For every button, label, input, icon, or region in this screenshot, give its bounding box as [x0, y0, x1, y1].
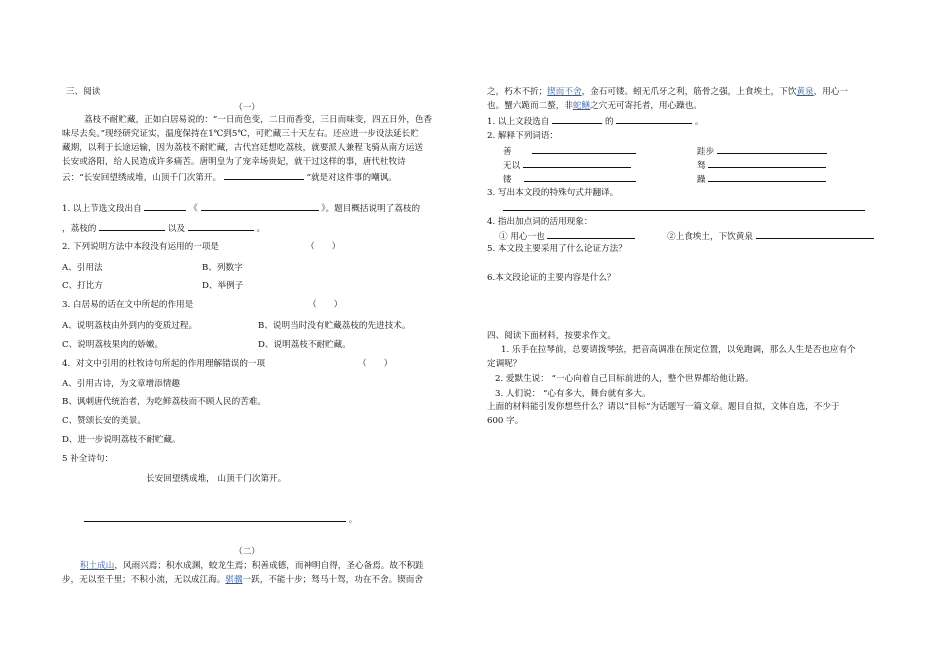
- q1-title-blank[interactable]: [201, 201, 319, 211]
- passage-1-line: 荔枝不耐贮藏，正如白居易说的：“一日而色变，二日而香变，三日而味变，四五日外，色香: [84, 115, 433, 125]
- r-question-1: [487, 114, 704, 128]
- q4-blank-2[interactable]: [756, 229, 874, 239]
- word-shan: [503, 144, 636, 158]
- q4-item-label: ②上食埃土，下饮黄泉: [667, 232, 753, 242]
- question-1: [62, 201, 420, 215]
- q4-item-1: [499, 229, 635, 243]
- q4-option-d: D、进一步说明荔枝不耐贮藏。: [62, 435, 181, 445]
- part-1-title: （一）: [234, 103, 260, 113]
- material-2: 2. 爱默生说： “一心向着自己目标前进的人，整个世界都给他让路。: [495, 374, 754, 384]
- essay-prompt: 上面的材料能引发你想些什么？请以“目标”为话题写一篇文章。题目自拟，文体自选，不少于: [487, 402, 840, 412]
- passage-1-line: [62, 170, 397, 184]
- poem-blank[interactable]: [224, 170, 304, 180]
- word-blank[interactable]: [532, 144, 636, 154]
- q1-text: 以及: [167, 224, 186, 234]
- passage-2-cont-line: [487, 86, 848, 98]
- q4-blank-1[interactable]: [547, 229, 635, 239]
- passage-2-text: ，金石可镂。蚓无爪牙之利，筋骨之强，上食埃土，下饮: [581, 87, 797, 97]
- passage-2-text: 步，无以至千里；不积小流，无以成江海。: [62, 575, 226, 585]
- q2-option-b: B、列数字: [202, 263, 243, 273]
- q4-option-a: A、引用古诗，为文章增添情趣: [62, 379, 180, 389]
- q1-text: 。: [256, 224, 266, 234]
- section-3-title: 三、阅读: [66, 87, 101, 97]
- passage-2-text: ，用心一: [813, 87, 849, 97]
- question-5: 5 补全诗句：: [62, 454, 114, 464]
- q3-answer-line: [503, 201, 865, 215]
- word-kuibu: [697, 144, 827, 158]
- r-q1-text: 。: [695, 117, 704, 127]
- r-q1-text: 1. 以上文段选自: [487, 117, 550, 127]
- word-zao: [697, 172, 826, 186]
- question-2: 2. 下列说明方法中本段没有运用的一项是: [62, 242, 220, 252]
- word-blank[interactable]: [523, 158, 631, 168]
- link-jitu-chengshan[interactable]: 积土成山: [80, 561, 115, 571]
- q1-text: 1. 以上节选文段出自: [62, 204, 142, 214]
- word-label: 躁: [697, 175, 706, 185]
- q4-option-b: B、讽刺唐代统治者，为吃鲜荔枝而不顾人民的苦难。: [62, 397, 266, 407]
- q4-item-2: [667, 229, 874, 243]
- question-4: 4．对文中引用的杜牧诗句所起的作用理解错误的一项: [62, 359, 266, 369]
- passage-2-text: 一跃，不能十步；驽马十驾，功在不舍。锲而舍: [242, 575, 423, 585]
- link-sheshan[interactable]: 蛇鳝: [572, 101, 591, 111]
- section-4-title: 四、阅读下面材料，按要求作文。: [487, 331, 616, 341]
- word-nu: [697, 158, 826, 172]
- passage-1-end: ”就是对这件事的嘲讽。: [306, 173, 397, 183]
- r-question-6: 6.本文段论证的主要内容是什么？: [487, 273, 616, 283]
- q1-text: 》。题目概括说明了荔枝的: [321, 204, 421, 214]
- word-blank[interactable]: [717, 144, 827, 154]
- passage-2-text: 之穴无可寄托者，用心躁也。: [590, 101, 702, 111]
- passage-2-text: 也。蟹六跪而二螯，非: [487, 101, 573, 111]
- q2-answer-paren[interactable]: （ ）: [306, 242, 341, 252]
- q1-text: ，荔枝的: [62, 224, 97, 234]
- link-qie-er-bu-she[interactable]: 锲而不舍: [547, 87, 582, 97]
- passage-2-line: [62, 574, 423, 586]
- passage-1-line: 藏期，以利于长途运输，因为荔枝不耐贮藏，古代宫廷想吃荔枝，就要派人兼程飞骑从南方运送: [62, 143, 423, 153]
- poem-quote: 云：“长安回望绣成堆，山顶千门次第开。: [62, 173, 222, 183]
- q2-option-c: C、打比方: [62, 281, 103, 291]
- word-label: 驽: [697, 161, 706, 171]
- r-question-2: 2. 解释下列词语：: [487, 131, 559, 141]
- material-1: 1. 乐手在拉琴前，总要请拨琴弦，把音高调准在预定位置，以免跑调，那么人生是否也应有个: [501, 345, 856, 355]
- q3-option-b: B、说明当时没有贮藏荔枝的先进技术。: [258, 321, 411, 331]
- q1-blank-2[interactable]: [99, 221, 165, 231]
- q4-option-c: C、赞颂长安的美景。: [62, 416, 146, 426]
- question-1-cont: [62, 221, 265, 235]
- q5-poem: 长安回望绣成堆， 山顶千门次第开。: [146, 474, 287, 484]
- q3-answer-paren[interactable]: （ ）: [308, 300, 343, 310]
- question-3: 3. 白居易的话在文中所起的作用是: [62, 300, 194, 310]
- q1-text: 《: [189, 204, 198, 214]
- passage-2-cont-line: [487, 100, 702, 112]
- part-2-title: （二）: [234, 547, 260, 557]
- r-q1-blank-1[interactable]: [552, 114, 602, 124]
- q2-option-d: D、举例子: [202, 281, 244, 291]
- q5-answer-line: [84, 512, 357, 526]
- word-blank[interactable]: [708, 158, 826, 168]
- material-1-cont: 定调呢？: [487, 359, 522, 369]
- word-wuyi: [503, 158, 631, 172]
- passage-2-line: [80, 560, 424, 572]
- q3-option-d: D、说明荔枝不耐贮藏。: [258, 340, 351, 350]
- word-label: 善: [503, 147, 512, 157]
- word-label: 跬步: [697, 147, 715, 157]
- q4-item-label: ① 用心一也: [499, 232, 545, 242]
- r-question-4: 4. 指出加点词的活用现象：: [487, 217, 593, 227]
- essay-prompt-cont: 600 字。: [487, 416, 524, 426]
- passage-2-text: 之，朽木不折；: [487, 87, 548, 97]
- word-blank[interactable]: [524, 172, 636, 182]
- passage-1-line: 长安或洛阳，给人民造成许多痛苦。唐明皇为了宠幸场贵妃，就干过这样的事，唐代杜牧诗: [62, 157, 406, 167]
- q3-option-a: A、说明荔枝由外到内的变质过程。: [62, 321, 198, 331]
- q3-blank[interactable]: [503, 201, 865, 211]
- q5-end: 。: [348, 515, 358, 525]
- r-question-3: 3. 写出本文段的特殊句式并翻译。: [487, 188, 619, 198]
- passage-1-line: 味尽去矣。”现经研究证实，温度保持在1℃到5℃，可贮藏三十天左右。还应进一步设法延长贮: [62, 129, 419, 139]
- q4-answer-paren[interactable]: （ ）: [358, 359, 393, 369]
- q2-option-a: A、引用法: [62, 263, 103, 273]
- word-lou: [503, 172, 636, 186]
- r-q1-text: 的: [604, 117, 614, 127]
- r-q1-blank-2[interactable]: [616, 114, 692, 124]
- word-label: 镂: [503, 175, 512, 185]
- word-label: 无以: [503, 161, 521, 171]
- r-question-5: 5. 本文段主要采用了什么论证方法？: [487, 244, 627, 254]
- word-blank[interactable]: [708, 172, 826, 182]
- q1-blank-3[interactable]: [188, 221, 254, 231]
- passage-2-text: ，风雨兴焉；积水成渊，蛟龙生焉；积善成德，而神明自得，圣心备焉。故不积跬: [114, 561, 424, 571]
- link-huangquan[interactable]: 黄泉: [796, 87, 814, 97]
- link-qiji[interactable]: 骐骥: [225, 575, 243, 585]
- q5-blank[interactable]: [84, 512, 346, 522]
- q1-author-blank[interactable]: [144, 201, 186, 211]
- material-3: 3. 人们说： “心有多大，舞台就有多大。: [495, 389, 651, 399]
- q3-option-c: C、说明荔枝果肉的娇嫩。: [62, 340, 164, 350]
